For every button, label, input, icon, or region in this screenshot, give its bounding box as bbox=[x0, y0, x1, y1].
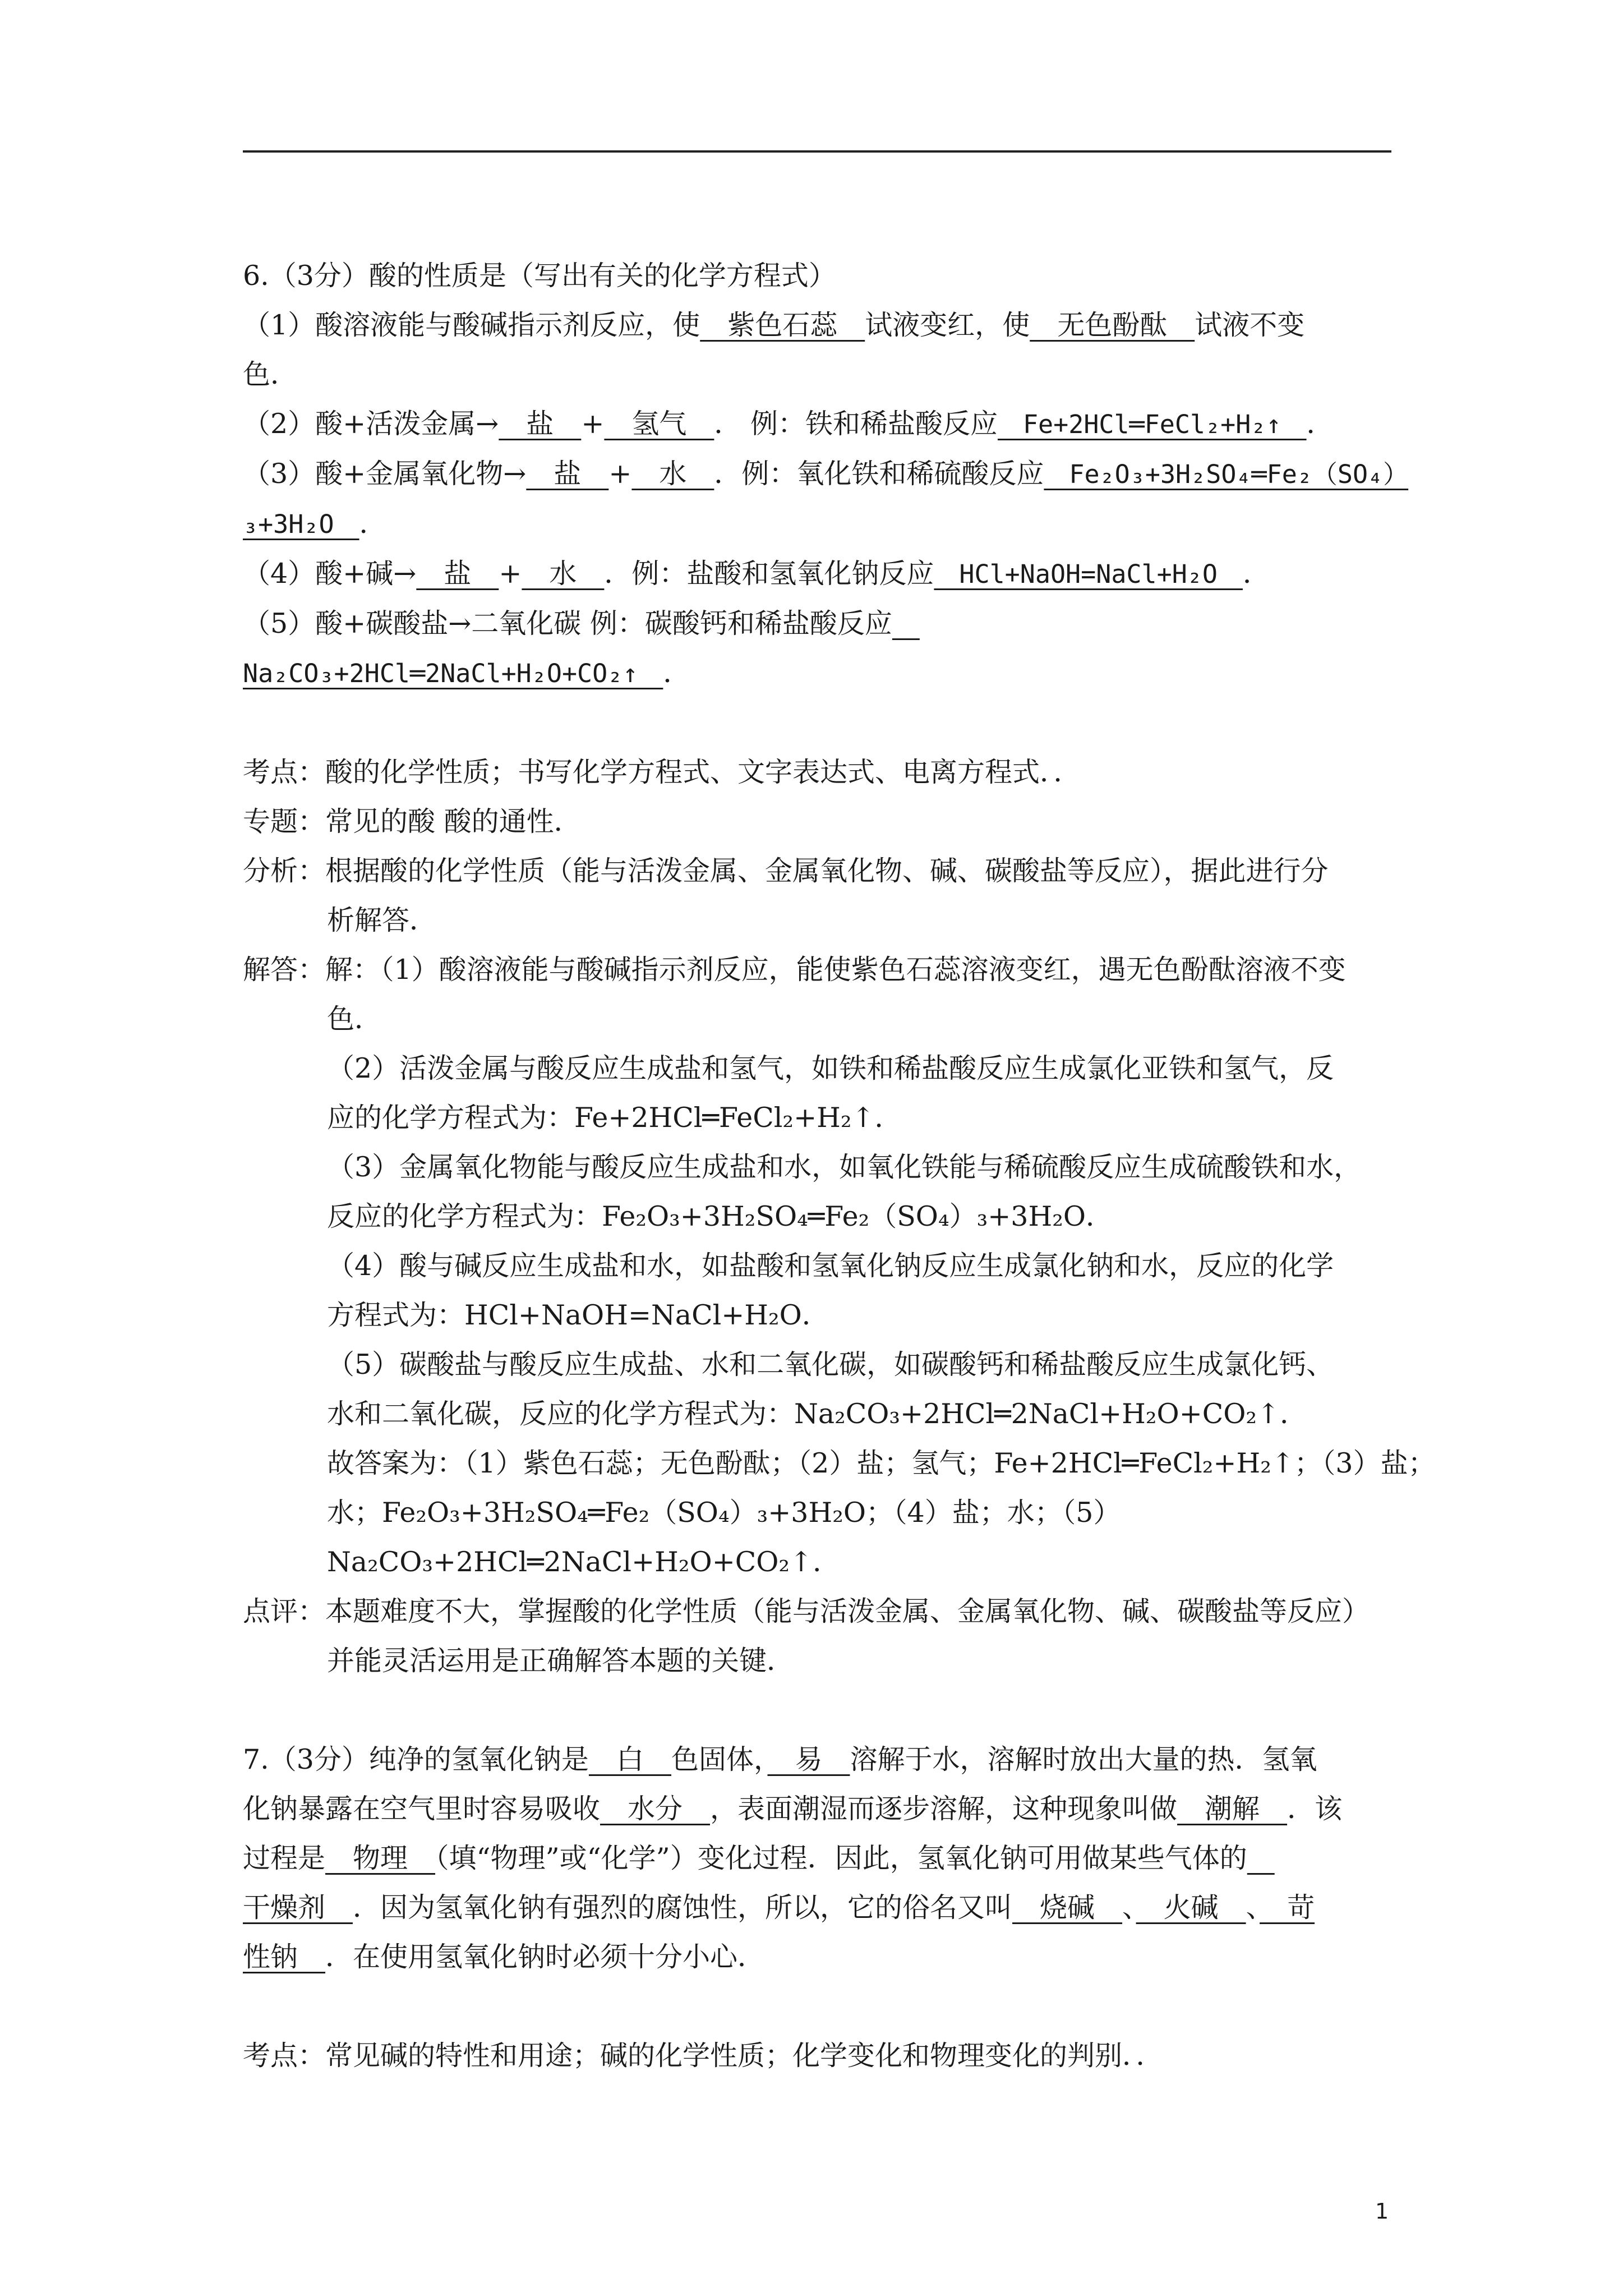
q6-line-3: （3）酸+金属氧化物→ 盐 + 水 ．例：氧化铁和稀硫酸反应 Fe₂O₃+3H₂SO₄═Fe₂（SO₄） bbox=[243, 458, 1409, 490]
q6-jieda-line: 色． bbox=[327, 1003, 382, 1035]
q7-line-1: 7.（3分）纯净的氢氧化钠是 白 色固体， 易 溶解于水，溶解时放出大量的热．氢氧 bbox=[243, 1743, 1317, 1775]
answer-blank: 物理 bbox=[325, 1842, 436, 1874]
answer-blank: 白 bbox=[588, 1743, 671, 1775]
answer-blank bbox=[1247, 1842, 1275, 1874]
q6-line-5: （5）酸+碳酸盐→二氧化碳 例：碳酸钙和稀盐酸反应 bbox=[243, 599, 1404, 648]
answer-blank bbox=[892, 608, 920, 639]
answer-blank: 干燥剂 bbox=[243, 1892, 353, 1924]
q7-line-5: 性钠 ．在使用氢氧化钠时必须十分小心． bbox=[243, 1941, 766, 1973]
answer-blank: Fe+2HCl═FeCl₂+H₂↑ bbox=[997, 409, 1307, 439]
q6-jieda: 解答：解：（1）酸溶液能与酸碱指示剂反应，能使紫色石蕊溶液变红，遇无色酚酞溶液不变 bbox=[243, 954, 1346, 986]
q6-jieda-line: 应的化学方程式为：Fe+2HCl═FeCl₂+H₂↑． bbox=[327, 1102, 902, 1134]
q6-line-1: （1）酸溶液能与酸碱指示剂反应，使 紫色石蕊 试液变红，使 无色酚酞 试液不变 bbox=[243, 309, 1305, 341]
header-rule bbox=[243, 150, 1391, 153]
answer-blank: 水分 bbox=[600, 1793, 711, 1825]
q6-kaodian: 考点：酸的化学性质；书写化学方程式、文字表达式、电离方程式．． bbox=[243, 756, 1081, 788]
answer-blank: 苛 bbox=[1260, 1892, 1315, 1924]
q6-jieda-line: （5）碳酸盐与酸反应生成盐、水和二氧化碳，如碳酸钙和稀盐酸反应生成氯化钙、 bbox=[327, 1349, 1334, 1381]
answer-blank: 火碱 bbox=[1136, 1892, 1246, 1924]
answer-blank: 潮解 bbox=[1177, 1793, 1288, 1825]
answer-blank: Na₂CO₃+2HCl═2NaCl+H₂O+CO₂↑ bbox=[243, 659, 663, 688]
q6-jieda-line: 方程式为：HCl+NaOH=NaCl+H₂O． bbox=[327, 1299, 829, 1331]
answer-blank: 盐 bbox=[499, 408, 582, 440]
q6-fenxi: 分析：根据酸的化学性质（能与活泼金属、金属氧化物、碱、碳酸盐等反应），据此进行分 bbox=[243, 855, 1329, 887]
q6-jieda-line: （3）金属氧化物能与酸反应生成盐和水，如氧化铁能与稀硫酸反应生成硫酸铁和水， bbox=[327, 1151, 1362, 1183]
q7-line-2: 化钠暴露在空气里时容易吸收 水分 ，表面潮湿而逐步溶解，这种现象叫做 潮解 ．该 bbox=[243, 1793, 1343, 1825]
page-number: 1 bbox=[1375, 2199, 1389, 2224]
q7-kaodian: 考点：常见碱的特性和用途；碱的化学性质；化学变化和物理变化的判别．． bbox=[243, 2040, 1164, 2072]
q6-dianping-cont: 并能灵活运用是正确解答本题的关键． bbox=[327, 1645, 795, 1677]
q6-jieda-line: （4）酸与碱反应生成盐和水，如盐酸和氢氧化钠反应生成氯化钠和水，反应的化学 bbox=[327, 1250, 1334, 1282]
answer-blank: Fe₂O₃+3H₂SO₄═Fe₂（SO₄） bbox=[1044, 459, 1409, 489]
answer-blank: 氢气 bbox=[604, 408, 714, 440]
answer-blank: 紫色石蕊 bbox=[700, 309, 865, 341]
q6-jieda-line: （2）活泼金属与酸反应生成盐和氢气，如铁和稀盐酸反应生成氯化亚铁和氢气，反 bbox=[327, 1052, 1334, 1084]
answer-blank: 盐 bbox=[416, 558, 499, 590]
q7-line-4: 干燥剂 ．因为氢氧化钠有强烈的腐蚀性，所以，它的俗名又叫 烧碱 、 火碱 、 苛 bbox=[243, 1892, 1315, 1924]
q6-jieda-line: 故答案为：（1）紫色石蕊；无色酚酞；（2）盐；氢气；Fe+2HCl═FeCl₂+H₂↑；（3）盐； bbox=[327, 1447, 1436, 1479]
q6-title: 6.（3分）酸的性质是（写出有关的化学方程式） bbox=[243, 260, 836, 292]
answer-blank: HCl+NaOH=NaCl+H₂O bbox=[934, 559, 1243, 589]
q6-jieda-line: 水；Fe₂O₃+3H₂SO₄═Fe₂（SO₄）₃+3H₂O；（4）盐；水；（5） bbox=[327, 1497, 1121, 1529]
q6-line-5-cont: Na₂CO₃+2HCl═2NaCl+H₂O+CO₂↑ ． bbox=[243, 657, 691, 689]
document-body bbox=[243, 251, 1436, 2081]
q6-line-2: （2）酸+活泼金属→ 盐 + 氢气 ． 例：铁和稀盐酸反应 Fe+2HCl═FeCl₂+H₂↑ ． bbox=[243, 408, 1334, 440]
q6-line-3-cont: ₃+3H₂O ． bbox=[243, 508, 387, 540]
answer-blank: ₃+3H₂O bbox=[243, 509, 359, 539]
answer-blank: 水 bbox=[522, 558, 605, 590]
q6-dianping: 点评：本题难度不大，掌握酸的化学性质（能与活泼金属、金属氧化物、碱、碳酸盐等反应） bbox=[243, 1595, 1370, 1627]
q6-line-4: （4）酸+碱→ 盐 + 水 ．例：盐酸和氢氧化钠反应 HCl+NaOH=NaCl+H₂O ． bbox=[243, 558, 1270, 590]
q6-jieda-line: 反应的化学方程式为：Fe₂O₃+3H₂SO₄═Fe₂（SO₄）₃+3H₂O． bbox=[327, 1200, 1114, 1232]
answer-blank: 无色酚酞 bbox=[1030, 309, 1195, 341]
q7-line-3: 过程是 物理 （填“物理”或“化学”）变化过程．因此，氢氧化钠可用做某些气体的 bbox=[243, 1834, 1404, 1883]
answer-blank: 性钠 bbox=[243, 1941, 326, 1973]
answer-blank: 盐 bbox=[526, 458, 609, 490]
q6-line-1-cont: 色． bbox=[243, 358, 298, 390]
q6-jieda-line: Na₂CO₃+2HCl═2NaCl+H₂O+CO₂↑． bbox=[327, 1546, 841, 1578]
q6-fenxi-cont: 析解答． bbox=[327, 904, 437, 936]
answer-blank: 水 bbox=[631, 458, 714, 490]
q6-jieda-line: 水和二氧化碳，反应的化学方程式为：Na₂CO₃+2HCl═2NaCl+H₂O+CO₂↑． bbox=[327, 1398, 1308, 1430]
answer-blank: 易 bbox=[767, 1743, 850, 1775]
answer-blank: 烧碱 bbox=[1012, 1892, 1123, 1924]
q6-zhuanti: 专题：常见的酸 酸的通性． bbox=[243, 806, 582, 838]
